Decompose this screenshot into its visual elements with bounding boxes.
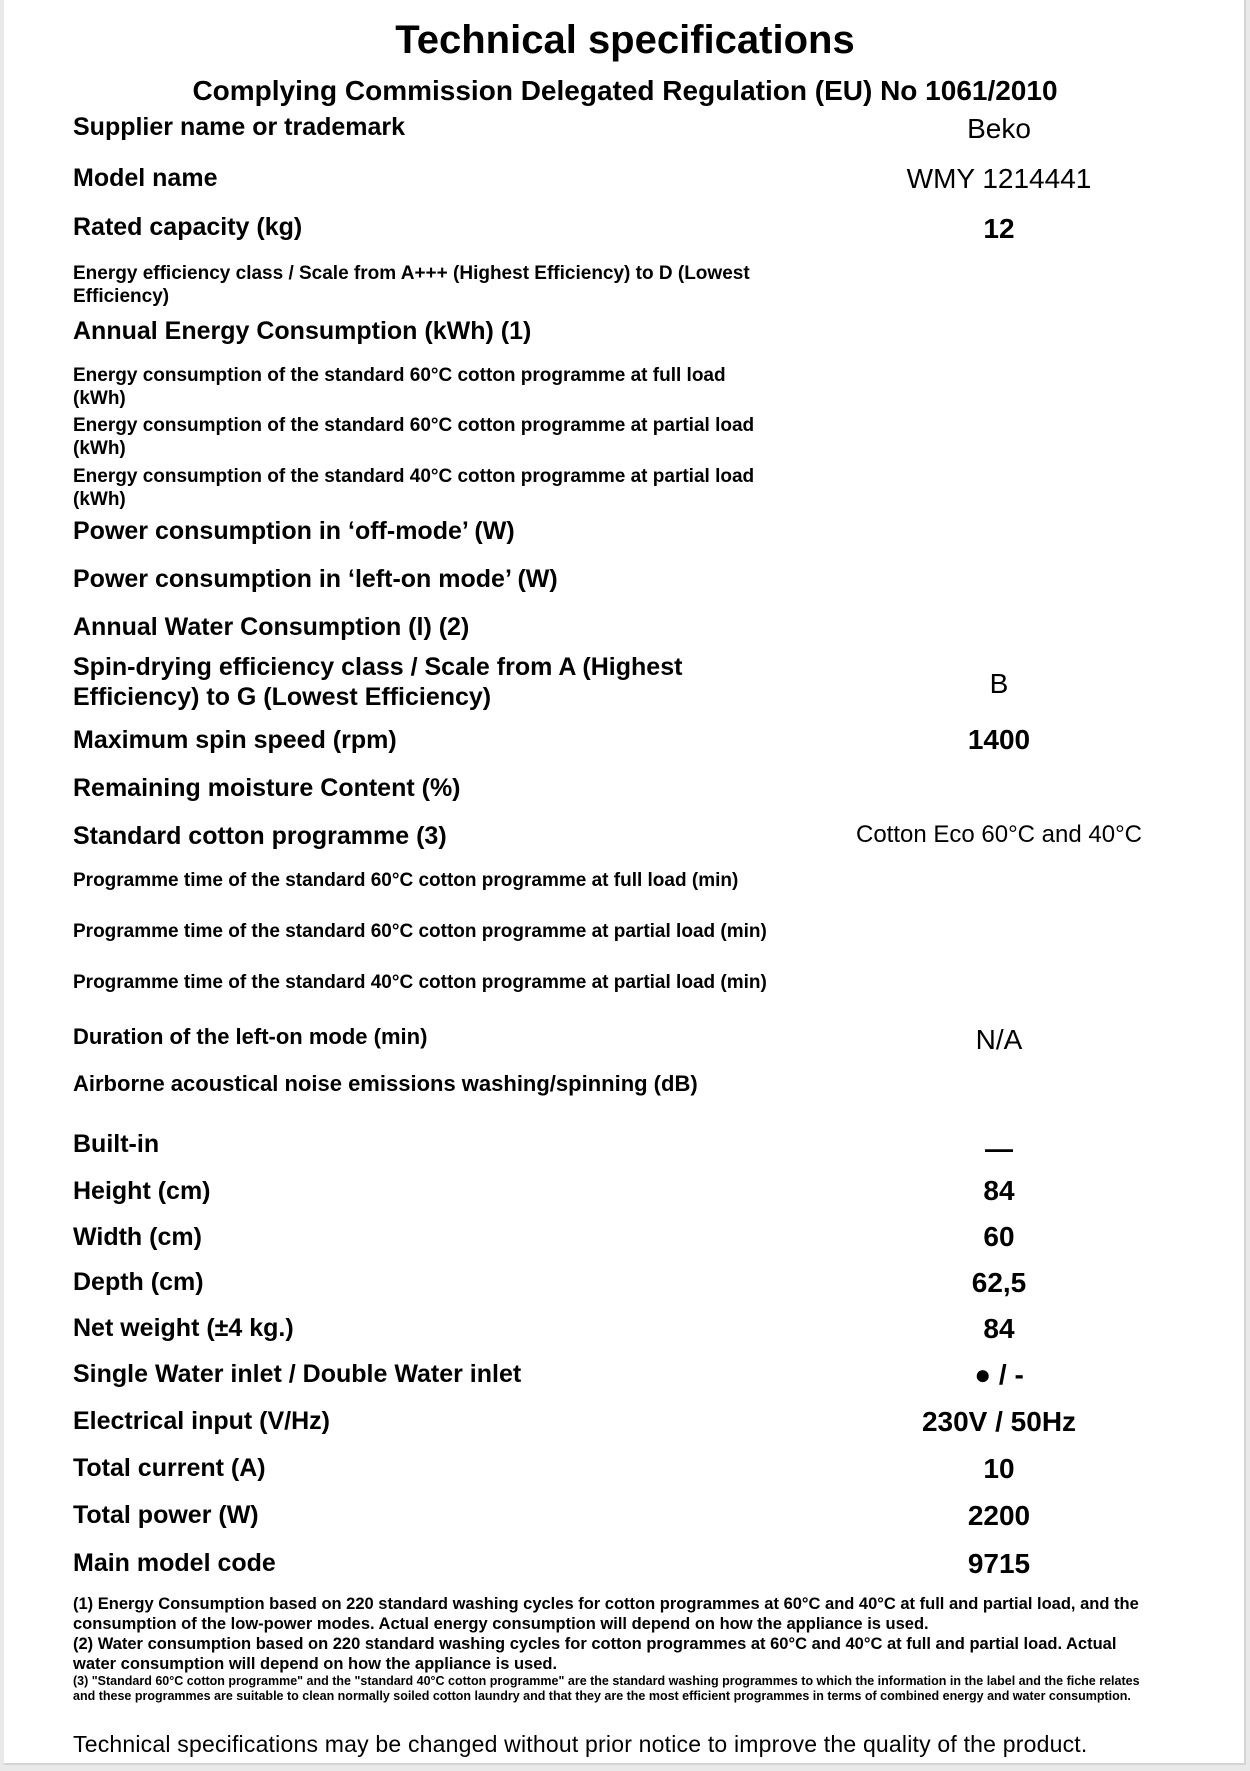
spec-value: WMY 1214441 (906, 163, 1092, 194)
spec-label: Maximum spin speed (rpm) (73, 726, 397, 754)
spec-label: Programme time of the standard 40°C cotton programme at partial load (min) (73, 972, 767, 993)
spec-value: 84 (983, 1313, 1015, 1344)
spec-label: Electrical input (V/Hz) (73, 1407, 330, 1435)
footnote-2: (2) Water consumption based on 220 standard washing cycles for cotton programmes at 60°C and 40°C at full and partial load. Actual water consumption will depend on how the appliance is used. (73, 1635, 1117, 1673)
spec-sheet (4, 0, 1246, 1765)
spec-value: ● / - (974, 1359, 1024, 1390)
spec-label: Depth (cm) (73, 1268, 204, 1296)
spec-label: Spin-drying efficiency class / Scale from A (Highest Efficiency) to G (Lowest Efficiency) (73, 653, 683, 711)
spec-label: Power consumption in ‘off-mode’ (W) (73, 517, 515, 545)
spec-label: Height (cm) (73, 1177, 211, 1205)
spec-label: Energy consumption of the standard 60°C cotton programme at full load (kWh) (73, 365, 726, 409)
spec-value: — (985, 1133, 1013, 1164)
spec-value: N/A (975, 1024, 1023, 1055)
spec-label: Total current (A) (73, 1454, 266, 1482)
spec-label: Remaining moisture Content (%) (73, 774, 461, 802)
footnote-1: (1) Energy Consumption based on 220 standard washing cycles for cotton programmes at 60°C and 40°C at full and partial load, and the consumption of the low-power modes. Actual energy consumption will depend on how the appliance is used. (73, 1595, 1139, 1633)
page-title: Technical specifications (395, 18, 855, 62)
spec-label: Model name (73, 164, 218, 192)
spec-label: Programme time of the standard 60°C cotton programme at partial load (min) (73, 921, 767, 942)
spec-label: Width (cm) (73, 1223, 202, 1251)
footer-disclaimer: Technical specifications may be changed without prior notice to improve the quality of the product. (73, 1731, 1088, 1757)
spec-value: 10 (983, 1453, 1015, 1484)
spec-label: Supplier name or trademark (73, 113, 406, 141)
spec-label: Standard cotton programme (3) (73, 822, 447, 850)
spec-label: Single Water inlet / Double Water inlet (73, 1360, 522, 1388)
spec-value: Beko (967, 113, 1031, 144)
spec-value: B (989, 668, 1009, 699)
spec-value: 230V / 50Hz (921, 1406, 1077, 1437)
spec-label: Total power (W) (73, 1501, 259, 1529)
footnotes (73, 1594, 1153, 1704)
spec-label: Programme time of the standard 60°C cotton programme at full load (min) (73, 870, 739, 891)
spec-value: 2200 (967, 1500, 1031, 1531)
spec-label: Annual Energy Consumption (kWh) (1) (73, 317, 532, 345)
footnote-3: (3) "Standard 60°C cotton programme" and the "standard 40°C cotton programme" are the standard washing programmes to which the information in the label and the fiche relates and these programmes are suitable to clean normally soiled cotton laundry and that they are the most efficient programmes in terms of combined energy and water consumption. (73, 1674, 1140, 1703)
spec-label: Annual Water Consumption (l) (2) (73, 613, 470, 641)
spec-label: Energy consumption of the standard 60°C cotton programme at partial load (kWh) (73, 415, 755, 459)
spec-label: Energy efficiency class / Scale from A+++ (Highest Efficiency) to D (Lowest Efficiency) (73, 263, 750, 307)
spec-value: 12 (983, 213, 1015, 244)
spec-value: 1400 (967, 724, 1031, 755)
spec-value: 62,5 (971, 1267, 1027, 1298)
spec-value: Cotton Eco 60°C and 40°C (855, 821, 1143, 848)
spec-label: Airborne acoustical noise emissions washing/spinning (dB) (73, 1071, 698, 1096)
spec-value: 60 (983, 1221, 1015, 1252)
spec-label: Power consumption in ‘left-on mode’ (W) (73, 565, 558, 593)
spec-label: Built-in (73, 1130, 160, 1158)
spec-label: Rated capacity (kg) (73, 213, 303, 241)
spec-value: 9715 (967, 1548, 1031, 1579)
page-subtitle: Complying Commission Delegated Regulation (EU) No 1061/2010 (192, 75, 1058, 106)
spec-label: Net weight (±4 kg.) (73, 1314, 294, 1342)
spec-label: Main model code (73, 1549, 276, 1577)
spec-label: Duration of the left-on mode (min) (73, 1024, 428, 1049)
spec-value: 84 (983, 1175, 1015, 1206)
spec-label: Energy consumption of the standard 40°C cotton programme at partial load (kWh) (73, 466, 755, 510)
